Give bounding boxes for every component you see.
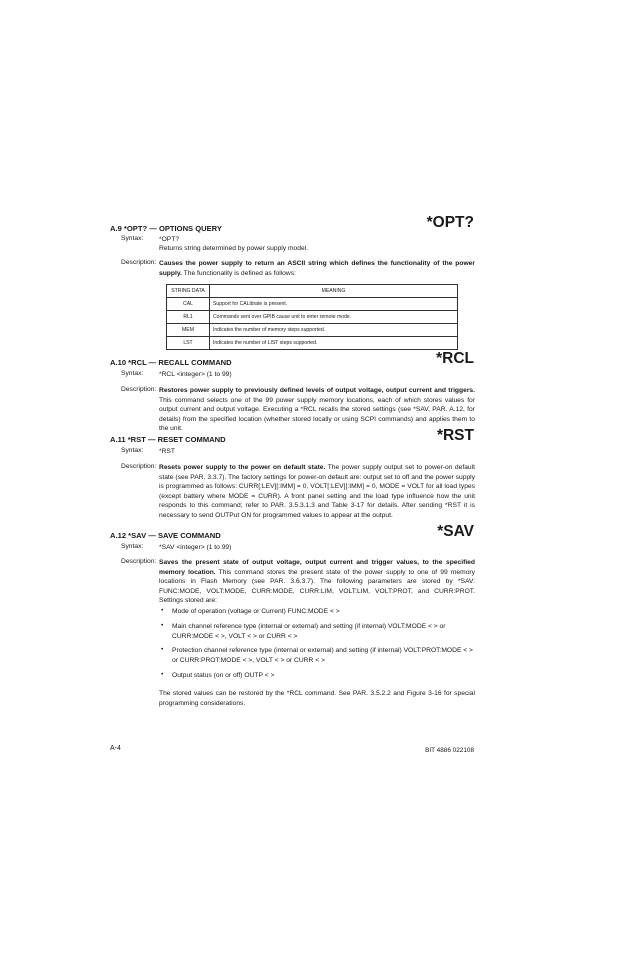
description-rest: This command stores the present state of the power supply to one of 99 memory locations in Flash Memory (see PAR. 3.6.3.7). The following parameters are stored by *SAV: FUNC:MODE, VOLT:MODE, CURR:MODE, CURR:LIM, VOLT:LIM, VOLT:PROT, and CURR:PROT. Settings stored are: [159, 568, 475, 604]
table-header-row [167, 285, 458, 298]
description-text [159, 386, 475, 434]
syntax-value: *RST [159, 448, 175, 455]
section-a9-command-label: *OPT? [426, 214, 474, 231]
table-cell: RL1 [167, 311, 210, 324]
section-a12-command-label: *SAV [437, 523, 474, 540]
bullet-item: Protection channel reference type (internal or external) and setting (if internal) VOLT:PROT:MODE < > or CURR:PROT:MODE < >, VOLT < > or CURR < > [172, 647, 473, 664]
syntax-label: Syntax: [121, 235, 144, 242]
section-a12-heading: A.12 *SAV — SAVE COMMAND [110, 531, 221, 540]
description-label: Description: [121, 259, 157, 266]
bullet-item: Output status (on or off) OUTP < > [172, 672, 275, 679]
description-text [159, 558, 475, 606]
table-cell: LST [167, 337, 210, 350]
syntax-label: Syntax: [121, 447, 144, 454]
syntax-label: Syntax: [121, 543, 144, 550]
section-a11-heading: A.11 *RST — RESET COMMAND [110, 435, 226, 444]
syntax-label: Syntax: [121, 370, 144, 377]
description-label: Description: [121, 386, 157, 393]
description-bold: Restores power supply to previously defined levels of output voltage, output current and triggers. [159, 387, 475, 394]
bullet-item: Mode of operation (voltage or Current) FUNC:MODE < > [172, 608, 340, 615]
document-id: BIT 4886 022108 [425, 747, 474, 754]
description-bold: Causes the power supply to return an ASCII string which defines the functionality of the power supply. [159, 260, 475, 277]
table-header: MEANING [210, 285, 458, 298]
bullet-item: Main channel reference type (internal or external) and setting (if internal) VOLT:MODE < > or CURR:MODE < >, VOLT < > or CURR < > [172, 623, 446, 640]
section-a10-command-label: *RCL [436, 350, 474, 367]
description-text [159, 259, 475, 278]
closing-paragraph: The stored values can be restored by the *RCL command. See PAR. 3.5.2.2 and Figure 3-16 for special programming considerations. [159, 690, 475, 707]
table-cell: CAL [167, 298, 210, 311]
syntax-value: *RCL <integer> (1 to 99) [159, 371, 232, 378]
description-bold: Saves the present state of output voltage, output current and trigger values, to the specified memory location. [159, 559, 475, 576]
bullet-dot: • [161, 671, 164, 678]
bullet-dot: • [161, 607, 164, 614]
bullet-dot: • [161, 646, 164, 653]
table-row [167, 311, 458, 324]
section-a10-heading: A.10 *RCL — RECALL COMMAND [110, 358, 232, 367]
table-cell: MEM [167, 324, 210, 337]
section-a11-command-label: *RST [436, 427, 474, 444]
table-cell: Indicates the number of LIST steps supported. [210, 337, 458, 350]
syntax-note: Returns string determined by power supply model. [159, 245, 309, 252]
description-label: Description: [121, 558, 157, 565]
table-cell: Commands sent over GPIB cause unit to enter remote mode. [210, 311, 458, 324]
syntax-value: *OPT? [159, 236, 180, 243]
syntax-value: *SAV <integer> (1 to 99) [159, 544, 232, 551]
table-row [167, 298, 458, 311]
description-label: Description: [121, 463, 157, 470]
description-rest: The functionality is defined as follows: [181, 269, 296, 277]
page-number: A-4 [110, 745, 121, 752]
section-a9-heading: A.9 *OPT? — OPTIONS QUERY [110, 224, 222, 233]
table-row [167, 324, 458, 337]
string-data-table [166, 284, 458, 350]
description-rest: This command selects one of the 99 power supply memory locations, each of which stores values for output current and output voltage. Executing a *RCL recalls the stored settings (see *SAV, PAR. A.12, for details) from the specified location (whether stored locally or using SCPI commands) and applies them to the unit. [159, 396, 475, 432]
table-row [167, 337, 458, 350]
description-bold: Resets power supply to the power on default state. [159, 464, 326, 471]
table-cell: Indicates the number of memory steps supported. [210, 324, 458, 337]
description-text [159, 463, 475, 520]
description-rest: The power supply output set to power-on default state (see PAR. 3.3.7). The factory settings for power-on default are: output set to off and the power supply is programmed as follows: CURR[:LEV][:IMM] = 0, VOLT[:LEV][:IMM] = 0, MODE = VOLT for all load types (except battery where MODE = CURR). A front panel setting and the load type influence how the unit responds to this command; refer to PAR. 3.5.3.1.3 and Table 3-17 for details. After sending *RST it is necessary to send OUTPut ON for programmed values to appear at the output. [159, 464, 475, 519]
table-header: STRING DATA [167, 285, 210, 298]
table-cell: Support for CALibrate is present. [210, 298, 458, 311]
bullet-dot: • [161, 622, 164, 629]
